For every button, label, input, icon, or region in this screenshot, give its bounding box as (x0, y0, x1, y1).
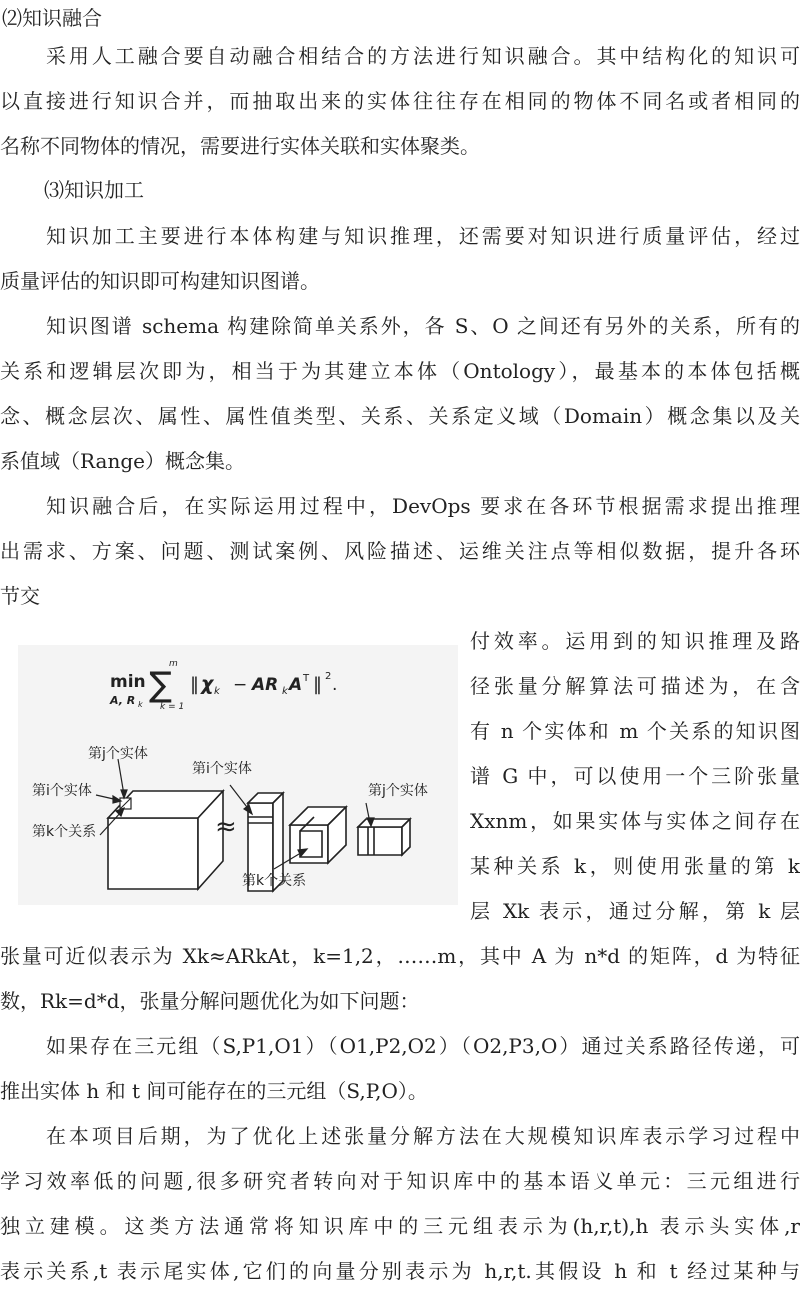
formula-min-sub-k: k (138, 700, 143, 709)
text-line: 名称不同物体的情况，需要进行实体关联和实体聚类。 (0, 134, 480, 158)
formula-sup-T: T (303, 673, 310, 684)
formula-AR-sub: k (282, 686, 288, 697)
side-text-line: 层 Xk 表示，通过分解，第 k 层 (470, 899, 800, 923)
formula-A: A (289, 675, 303, 695)
text-line: 推出实体 h 和 t 间可能存在的三元组（S,P,O）。 (0, 1079, 428, 1103)
label-ith-entity-left: 第i个实体 (32, 783, 92, 799)
text-line: 以直接进行知识合并，而抽取出来的实体往往存在相同的物体不同名或者相同的 (0, 89, 800, 113)
text-line: 采用人工融合要自动融合相结合的方法进行知识融合。其中结构化的知识可 (46, 44, 800, 68)
formula-square: 2 (325, 671, 332, 682)
section-heading-knowledge-processing: ⑶知识加工 (44, 178, 144, 202)
text-line: 知识加工主要进行本体构建与知识推理，还需要对知识进行质量评估，经过 (46, 224, 800, 248)
formula-AR: AR (252, 675, 279, 695)
text-line: 表示关系,t 表示尾实体,它们的向量分别表示为 h,r,t.其假设 h 和 t 经过某种与 (0, 1259, 800, 1283)
formula-norm-open: ‖ (190, 674, 199, 695)
text-line: 独立建模。这类方法通常将知识库中的三元组表示为(h,r,t),h 表示头实体,r (0, 1214, 800, 1238)
text-line: 出需求、方案、问题、测试案例、风险描述、运维关注点等相似数据，提升各环 (0, 539, 800, 563)
text-line: 关系和逻辑层次即为，相当于为其建立本体（Ontology），最基本的本体包括概 (0, 359, 800, 383)
section-heading-knowledge-fusion: ⑵知识融合 (2, 6, 102, 30)
text-line: 系值域（Range）概念集。 (0, 449, 245, 473)
formula-min-sub: A, R (110, 694, 136, 707)
side-text-line: 谱 G 中，可以使用一个三阶张量 (470, 764, 800, 788)
tensor-decomposition-diagram (18, 645, 458, 905)
text-line: 张量可近似表示为 Xk≈ARkAt，k=1,2，……m，其中 A 为 n*d 的矩阵，d 为特征 (0, 944, 800, 968)
formula-sum-bottom: k = 1 (160, 702, 185, 712)
text-line: 知识融合后，在实际运用过程中，DevOps 要求在各环节根据需求提出推理 (46, 494, 800, 518)
label-kth-relation-bottom: 第k个关系 (242, 873, 307, 889)
text-line: 质量评估的知识即可构建知识图谱。 (0, 269, 320, 293)
text-line: 念、概念层次、属性、属性值类型、关系、关系定义域（Domain）概念集以及关 (0, 404, 800, 428)
text-line: 如果存在三元组（S,P1,O1）（O1,P2,O2）（O2,P3,O）通过关系路径传递，可 (46, 1034, 800, 1058)
formula-period: . (332, 675, 338, 695)
matrix-A-transpose (358, 819, 410, 855)
formula-norm-close: ‖ (313, 674, 322, 695)
formula-chi: χ (201, 673, 214, 695)
formula-chi-sub: k (214, 686, 220, 697)
label-jth-entity-right: 第j个实体 (368, 783, 428, 799)
label-jth-entity-left: 第j个实体 (88, 746, 148, 762)
formula-minus: − (233, 675, 248, 695)
side-text-line: 有 n 个实体和 m 个关系的知识图 (470, 719, 800, 743)
tensor-cube (108, 791, 223, 889)
side-text-line: 某种关系 k，则使用张量的第 k (470, 854, 800, 878)
approx-sign: ≈ (215, 812, 237, 842)
side-text-line: 径张量分解算法可描述为，在含 (470, 674, 800, 698)
formula-min: min (110, 672, 146, 692)
label-ith-entity-mid: 第i个实体 (192, 761, 252, 777)
text-line: 知识图谱 schema 构建除简单关系外，各 S、O 之间还有另外的关系，所有的 (46, 314, 800, 338)
formula-sum-sign: ∑ (149, 665, 172, 705)
formula-sum-top: m (169, 659, 178, 669)
text-line: 学习效率低的问题,很多研究者转向对于知识库中的基本语义单元：三元组进行 (0, 1169, 800, 1193)
text-line: 在本项目后期，为了优化上述张量分解方法在大规模知识库表示学习过程中 (46, 1124, 800, 1148)
tensor-decomposition-figure (18, 645, 458, 905)
side-text-line: 付效率。运用到的知识推理及路 (470, 629, 800, 653)
text-line: 节交 (0, 584, 40, 608)
label-kth-relation-left: 第k个关系 (32, 824, 97, 840)
text-line: 数，Rk=d*d，张量分解问题优化为如下问题： (0, 989, 420, 1013)
side-text-line: Xxnm，如果实体与实体之间存在 (470, 809, 800, 833)
